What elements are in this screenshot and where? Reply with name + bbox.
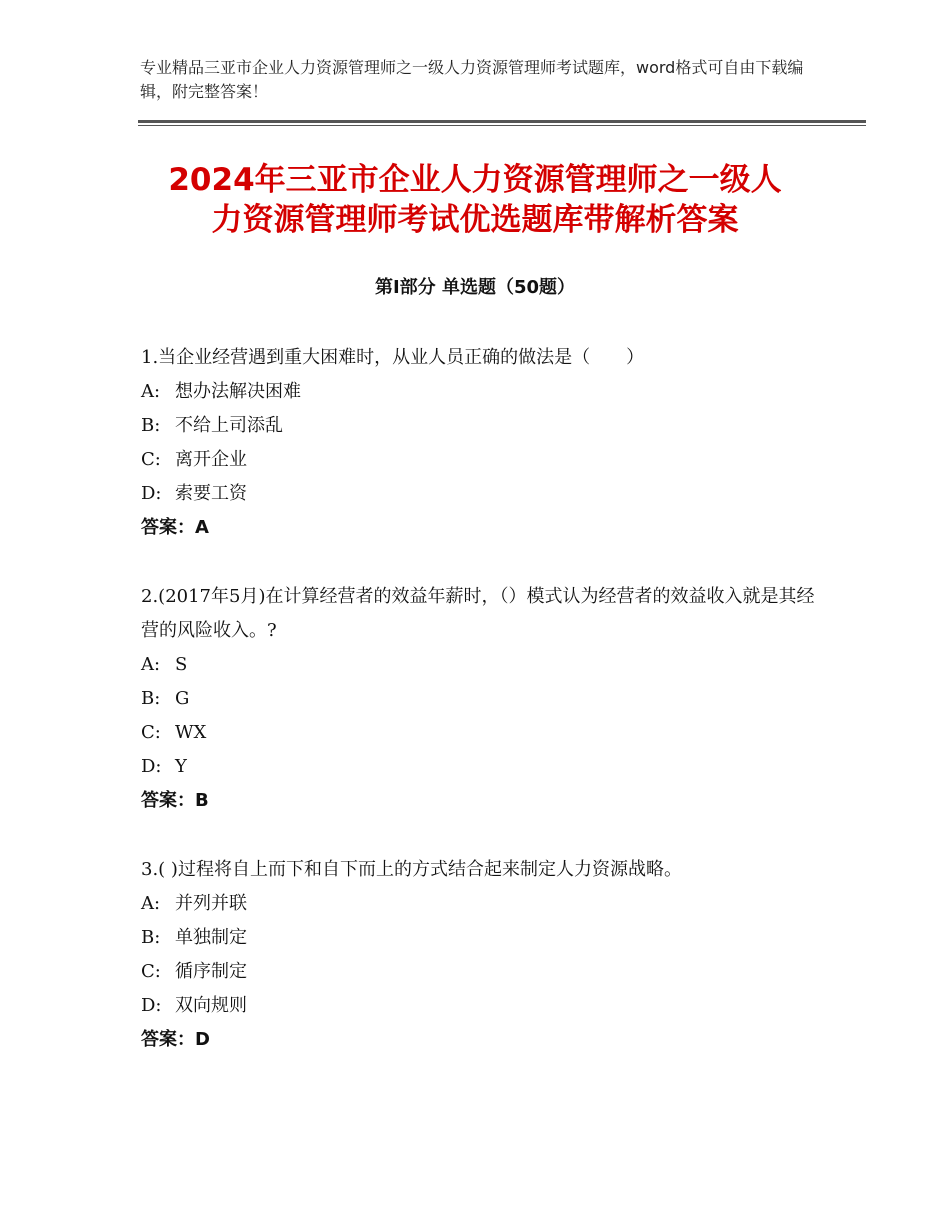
question-stem: 3.( )过程将自上而下和自下而上的方式结合起来制定人力资源战略。 bbox=[141, 859, 682, 880]
header-divider-thick bbox=[138, 120, 866, 123]
option-d bbox=[141, 750, 821, 784]
option-d bbox=[141, 989, 821, 1023]
option-letter: D: bbox=[141, 483, 162, 504]
option-text: 单独制定 bbox=[175, 927, 247, 948]
option-text: 离开企业 bbox=[175, 449, 247, 470]
option-b bbox=[141, 409, 821, 443]
option-letter: C: bbox=[141, 722, 161, 743]
option-text: S bbox=[175, 654, 188, 675]
option-d bbox=[141, 477, 821, 511]
document-title-line-2: 力资源管理师考试优选题库带解析答案 bbox=[211, 202, 739, 238]
header-divider-thin bbox=[138, 125, 866, 126]
answer: 答案：B bbox=[141, 790, 209, 811]
option-letter: D: bbox=[141, 995, 162, 1016]
option-text: Y bbox=[175, 756, 187, 777]
answer: 答案：A bbox=[141, 517, 209, 538]
header-note: 专业精品三亚市企业人力资源管理师之一级人力资源管理师考试题库，word格式可自由下载编辑，附完整答案！ bbox=[140, 58, 804, 101]
question-stem: 1.当企业经营遇到重大困难时，从业人员正确的做法是（ ） bbox=[141, 347, 645, 368]
option-text: 索要工资 bbox=[175, 483, 247, 504]
option-text: WX bbox=[175, 722, 207, 743]
option-a bbox=[141, 648, 821, 682]
option-a bbox=[141, 375, 821, 409]
option-letter: A: bbox=[141, 893, 161, 914]
option-c bbox=[141, 443, 821, 477]
question-stem: 2.(2017年5月)在计算经营者的效益年薪时，（）模式认为经营者的效益收入就是其经营的风险收入。? bbox=[141, 586, 815, 641]
option-letter: C: bbox=[141, 449, 161, 470]
option-letter: D: bbox=[141, 756, 162, 777]
option-text: 不给上司添乱 bbox=[175, 415, 283, 436]
question-3 bbox=[141, 853, 821, 1057]
option-c bbox=[141, 955, 821, 989]
option-letter: B: bbox=[141, 415, 161, 436]
option-letter: C: bbox=[141, 961, 161, 982]
document-title-line-1: 2024年三亚市企业人力资源管理师之一级人 bbox=[168, 162, 782, 198]
answer: 答案：D bbox=[141, 1029, 210, 1050]
option-letter: B: bbox=[141, 688, 161, 709]
option-text: 想办法解决困难 bbox=[175, 381, 301, 402]
option-text: 双向规则 bbox=[175, 995, 247, 1016]
question-2 bbox=[141, 580, 821, 818]
section-title: 第Ⅰ部分 单选题（50题） bbox=[374, 277, 575, 298]
option-b bbox=[141, 921, 821, 955]
option-c bbox=[141, 716, 821, 750]
option-letter: A: bbox=[141, 381, 161, 402]
question-1 bbox=[141, 341, 821, 545]
option-text: 循序制定 bbox=[175, 961, 247, 982]
option-text: G bbox=[175, 688, 190, 709]
option-a bbox=[141, 887, 821, 921]
document-title bbox=[100, 160, 850, 240]
option-letter: B: bbox=[141, 927, 161, 948]
option-letter: A: bbox=[141, 654, 161, 675]
option-b bbox=[141, 682, 821, 716]
option-text: 并列并联 bbox=[175, 893, 247, 914]
